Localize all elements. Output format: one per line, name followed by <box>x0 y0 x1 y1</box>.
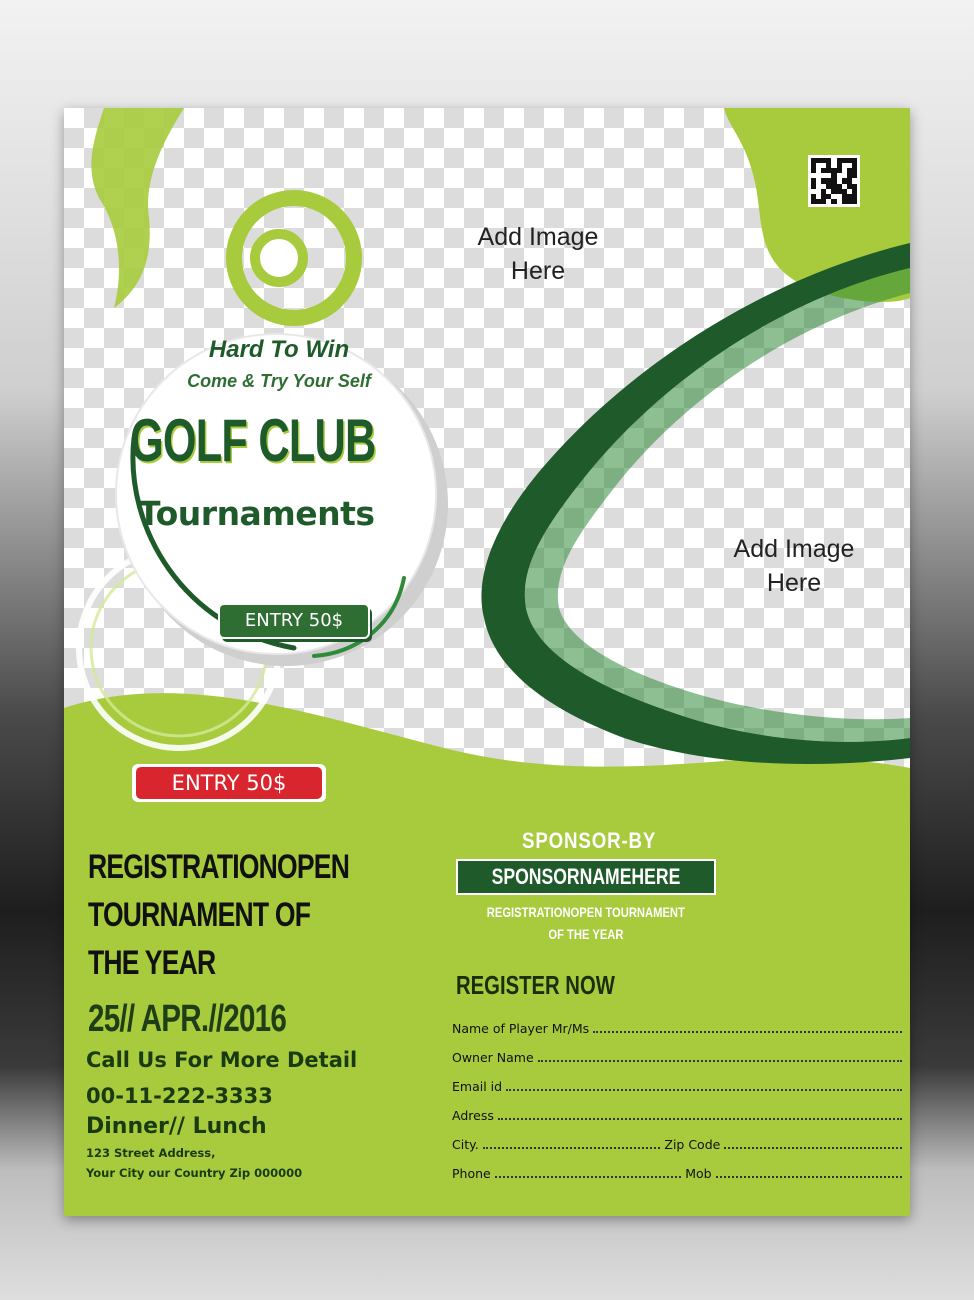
mob-label: Mob <box>685 1166 712 1181</box>
email-label: Email id <box>452 1079 503 1094</box>
sponsor-by-label: SPONSOR-BY <box>522 828 657 853</box>
zip-field[interactable] <box>724 1146 902 1149</box>
city-label: City. <box>452 1137 479 1152</box>
subtagline: Come & Try Your Self <box>187 371 371 391</box>
swirl-ring-inner <box>255 234 303 282</box>
add-image-placeholder-top: Add Image Here <box>477 223 599 285</box>
form-row-owner <box>452 1041 906 1065</box>
address-label: Adress <box>452 1108 494 1123</box>
mob-field[interactable] <box>716 1175 902 1178</box>
green-entry-badge: ENTRY 50$ <box>244 610 344 631</box>
address-line-1: 123 Street Address, <box>86 1146 216 1160</box>
address-field[interactable] <box>498 1117 902 1120</box>
form-row-city-zip <box>452 1128 906 1152</box>
red-entry-badge: ENTRY 50$ <box>171 771 287 795</box>
registration-line-1: REGISTRATIONOPEN <box>88 848 350 886</box>
subtitle: Tournaments <box>138 494 375 533</box>
sponsor-name <box>457 864 715 890</box>
register-now-heading: REGISTER NOW <box>456 970 615 1000</box>
form-row-phone-mob <box>452 1157 906 1181</box>
tagline: Hard To Win <box>208 336 350 363</box>
player-name-label: Name of Player Mr/Ms <box>452 1021 590 1036</box>
owner-name-field[interactable] <box>538 1059 902 1062</box>
top-left-swirl <box>91 108 184 308</box>
sponsor-tagline-2-text: OF THE YEAR <box>548 926 624 942</box>
meal-info: Dinner// Lunch <box>86 1114 267 1139</box>
email-field[interactable] <box>506 1088 902 1091</box>
phone-number: 00-11-222-3333 <box>86 1084 273 1108</box>
call-text: Call Us For More Detail <box>86 1048 358 1072</box>
main-title: GOLF CLUB <box>130 407 376 474</box>
qr-code-icon <box>808 155 860 207</box>
registration-line-2: TOURNAMENT OF <box>88 896 311 934</box>
form-row-player <box>452 1012 906 1036</box>
phone-field[interactable] <box>495 1175 681 1178</box>
golf-flyer <box>64 108 910 1216</box>
event-date: 25// APR.//2016 <box>88 998 287 1040</box>
form-row-email <box>452 1070 906 1094</box>
address-line-2: Your City our Country Zip 000000 <box>86 1166 303 1180</box>
sponsor-tagline-2 <box>457 926 715 942</box>
registration-line-3: THE YEAR <box>88 944 216 982</box>
form-row-address <box>452 1099 906 1123</box>
sponsor-tagline-1 <box>457 904 715 920</box>
zip-label: Zip Code <box>664 1137 721 1152</box>
sponsor-tagline-1-text: REGISTRATIONOPEN TOURNAMENT <box>486 904 686 920</box>
qr-module <box>852 199 857 204</box>
city-field[interactable] <box>483 1146 661 1149</box>
phone-label: Phone <box>452 1166 491 1181</box>
add-image-placeholder-right: Add Image Here <box>733 535 855 597</box>
owner-name-label: Owner Name <box>452 1050 534 1065</box>
player-name-field[interactable] <box>593 1030 902 1033</box>
sponsor-name-text: SPONSORNAMEHERE <box>491 864 681 889</box>
